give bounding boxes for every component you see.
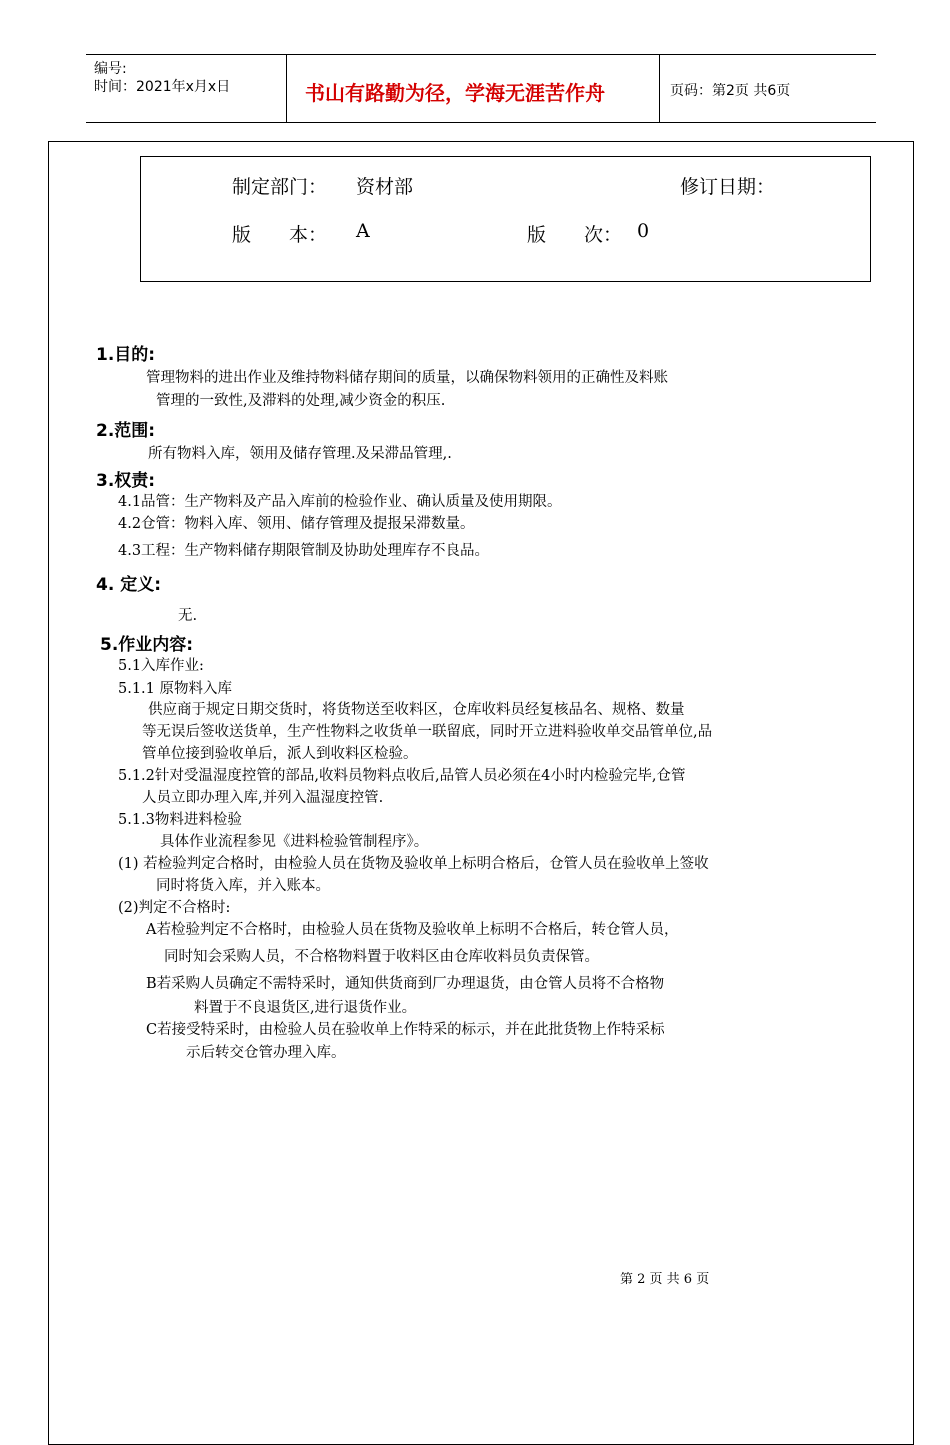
footer-page-number: 第 2 页 共 6 页 [620,1272,710,1287]
section-5-line-11: 同时将货入库，并入账本。 [156,878,330,894]
section-2-line-1: 所有物料入库，领用及储存管理.及呆滞品管理,. [148,446,452,462]
revision-label: 版 次： [527,224,623,246]
serial-label: 编号: [94,61,127,77]
section-3-line-2: 4.2仓管：物料入库、领用、储存管理及提报呆滞数量。 [118,516,475,532]
version-value: A [356,220,370,242]
section-5-title: 5.作业内容: [100,635,194,655]
section-3-title: 3.权责: [96,471,156,491]
section-5-line-8: 5.1.3物料进料检验 [118,812,242,828]
dept-label: 制定部门： [232,176,328,198]
section-1-line-1: 管理物料的进出作业及维持物料储存期间的质量，以确保物料领用的正确性及料账 [146,370,668,386]
section-5-line-1: 5.1入库作业: [118,658,204,674]
section-2-title: 2.范围: [96,421,156,441]
version-label: 版 本： [232,224,328,246]
section-5-line-7: 人员立即办理入库,并列入温湿度控管. [142,790,384,806]
header-divider-right [659,54,660,122]
revise-date-label: 修订日期： [680,176,776,198]
header-top-rule [86,54,876,55]
revision-value: 0 [637,220,650,242]
section-5-line-14: 同时知会采购人员，不合格物料置于收料区由仓库收料员负责保管。 [164,949,599,965]
section-5-line-3: 供应商于规定日期交货时，将货物送至收料区，仓库收料员经复核品名、规格、数量 [148,702,685,718]
section-5-line-16: 料置于不良退货区,进行退货作业。 [194,1000,417,1016]
section-5-line-18: 示后转交仓管办理入库。 [186,1045,346,1061]
section-1-title: 1.目的: [96,345,156,365]
section-5-line-17: C若接受特采时，由检验人员在验收单上作特采的标示，并在此批货物上作特采标 [146,1022,665,1038]
section-5-line-10: (1) 若检验判定合格时，由检验人员在货物及验收单上标明合格后，仓管人员在验收单上签收 [118,856,709,872]
header-motto: 书山有路勤为径，学海无涯苦作舟 [305,81,605,105]
section-4-title: 4. 定义: [96,575,162,595]
section-5-line-6: 5.1.2针对受温湿度控管的部品,收料员物料点收后,品管人员必须在4小时内检验完毕,仓管 [118,768,686,784]
time-label: 时间：2021年x月x日 [94,79,231,95]
section-5-line-9: 具体作业流程参见《进料检验管制程序》。 [160,834,429,850]
header-page-label: 页码：第2页 共6页 [670,83,791,99]
section-5-line-15: B若采购人员确定不需特采时，通知供货商到厂办理退货，由仓管人员将不合格物 [146,976,665,992]
header-bottom-rule [86,122,876,123]
section-1-line-2: 管理的一致性,及滞料的处理,减少资金的积压. [156,393,446,409]
section-5-line-2: 5.1.1 原物料入库 [118,681,233,697]
section-5-line-5: 管单位接到验收单后，派人到收料区检验。 [142,746,418,762]
section-5-line-13: A若检验判定不合格时，由检验人员在货物及验收单上标明不合格后，转仓管人员， [146,922,679,938]
header-divider-left [286,54,287,122]
dept-value: 资材部 [356,176,414,198]
section-5-line-12: (2)判定不合格时: [118,900,231,916]
section-3-line-1: 4.1品管：生产物料及产品入库前的检验作业、确认质量及使用期限。 [118,494,562,510]
section-3-line-3: 4.3工程：生产物料储存期限管制及协助处理库存不良品。 [118,543,490,559]
section-5-line-4: 等无误后签收送货单，生产性物料之收货单一联留底，同时开立进料验收单交品管单位,品 [142,724,713,740]
section-4-line-1: 无. [178,608,198,624]
